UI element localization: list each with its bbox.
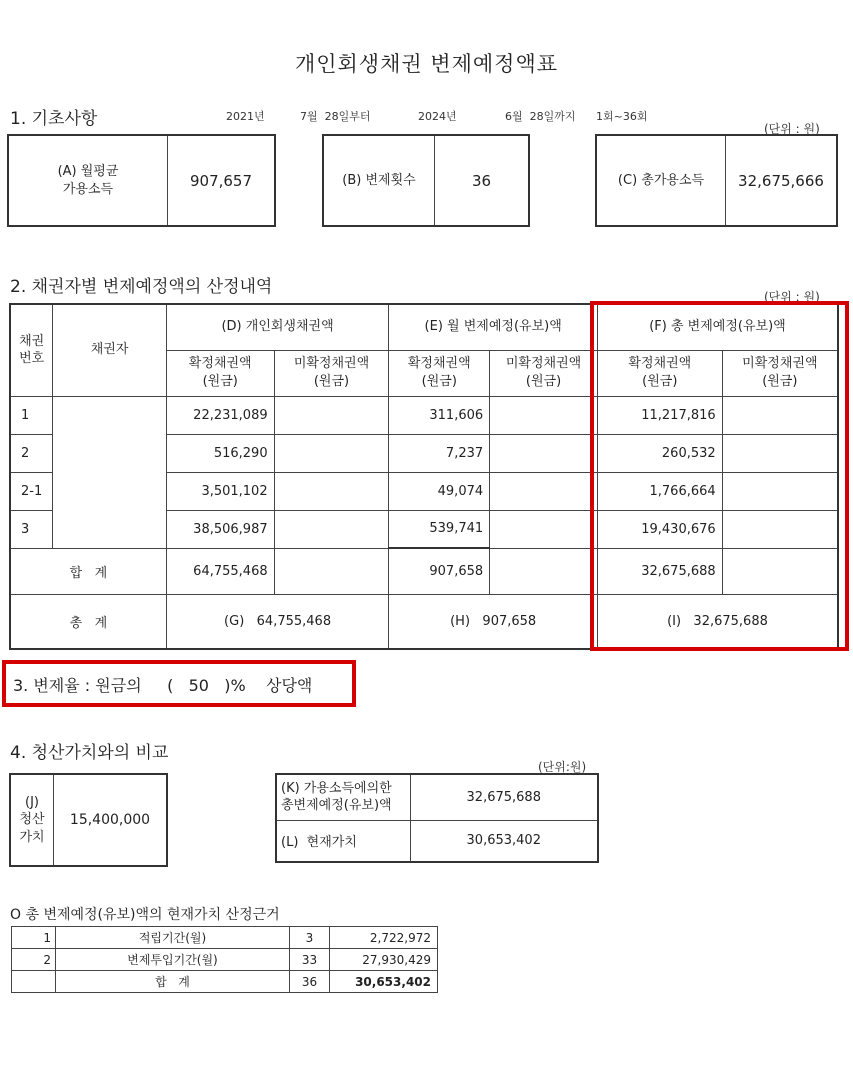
row-d-unconfirmed xyxy=(274,472,389,510)
table-row xyxy=(12,927,438,949)
subtotal-e-unconfirmed xyxy=(490,548,598,594)
section1-heading: 1. 기초사항 xyxy=(10,109,98,129)
rounds: 1회~36회 xyxy=(596,110,648,123)
c-label: (C) 총가용소득 xyxy=(597,136,726,225)
a-value: 907,657 xyxy=(189,171,253,190)
row-d-unconfirmed xyxy=(274,510,389,548)
box-c xyxy=(595,134,838,227)
table-row xyxy=(12,971,438,993)
col-f-header: (F) 총 변제예정(유보)액 xyxy=(597,304,838,350)
a-label: (A) 월평균 가용소득 xyxy=(9,136,168,225)
b-label: (B) 변제횟수 xyxy=(324,136,435,225)
l-value: 30,653,402 xyxy=(410,820,598,862)
period-end-md: 6월 28일까지 xyxy=(505,110,576,123)
repayment-rate: 3. 변제율 : 원금의 ( 50 )% 상당액 xyxy=(13,676,313,695)
total-h: (H) 907,658 xyxy=(389,594,598,649)
basis-months: 33 xyxy=(290,949,330,971)
b-value: 36 xyxy=(471,171,492,190)
subtotal-label: 합 계 xyxy=(10,548,166,594)
total-label: 총 계 xyxy=(10,594,166,649)
col-d-header: (D) 개인회생채권액 xyxy=(166,304,389,350)
row-e: 49,074 xyxy=(389,472,490,510)
creditor-cell xyxy=(53,396,166,548)
section1-unit: (단위 : 원) xyxy=(764,122,820,136)
period-end-year: 2024년 xyxy=(418,110,457,123)
row-e-unconfirmed xyxy=(490,510,598,548)
period-start-year: 2021년 xyxy=(226,110,265,123)
k-label: (K) 가용소득에의한 총변제예정(유보)액 xyxy=(276,774,410,820)
j-value: 15,400,000 xyxy=(69,812,151,828)
c-value: 32,675,666 xyxy=(738,171,824,190)
basis-label: 변제투입기간(월) xyxy=(56,949,290,971)
row-no: 3 xyxy=(10,510,53,548)
col-creditor-header: 채권자 xyxy=(53,304,166,396)
row-e: 539,741 xyxy=(389,510,490,548)
f-unconfirmed-header: 미확정채권액 (원금) xyxy=(722,350,838,396)
box-a xyxy=(7,134,276,227)
d-unconfirmed-header: 미확정채권액 (원금) xyxy=(274,350,389,396)
highlight-column-f xyxy=(590,301,849,651)
basis-value: 2,722,972 xyxy=(330,927,438,949)
row-f: 19,430,676 xyxy=(597,510,722,548)
row-e-unconfirmed xyxy=(490,434,598,472)
total-g: (G) 64,755,468 xyxy=(166,594,389,649)
box-b xyxy=(322,134,530,227)
basis-months: 3 xyxy=(290,927,330,949)
basis-label: 합 계 xyxy=(56,971,290,993)
basis-no: 2 xyxy=(12,949,56,971)
basis-no xyxy=(12,971,56,993)
section5-heading: O 총 변제예정(유보)액의 현재가치 산정근거 xyxy=(10,907,280,923)
subtotal-e: 907,658 xyxy=(389,548,490,594)
row-e: 7,237 xyxy=(389,434,490,472)
basis-value: 27,930,429 xyxy=(330,949,438,971)
row-d: 516,290 xyxy=(166,434,274,472)
row-e: 311,606 xyxy=(389,396,490,434)
f-confirmed-header: 확정채권액 (원금) xyxy=(597,350,722,396)
row-e-unconfirmed xyxy=(490,396,598,434)
row-no: 1 xyxy=(10,396,53,434)
row-d: 3,501,102 xyxy=(166,472,274,510)
present-value-table xyxy=(275,773,599,863)
row-d-unconfirmed xyxy=(274,396,389,434)
row-f: 11,217,816 xyxy=(597,396,722,434)
page-title: 개인회생채권 변제예정액표 xyxy=(294,52,559,76)
basis-no: 1 xyxy=(12,927,56,949)
row-f: 260,532 xyxy=(597,434,722,472)
section2-unit: (단위 : 원) xyxy=(764,290,820,304)
section2-heading: 2. 채권자별 변제예정액의 산정내역 xyxy=(10,277,273,297)
k-value: 32,675,688 xyxy=(410,774,598,820)
table-row xyxy=(12,949,438,971)
section4-unit: (단위:원) xyxy=(538,760,587,774)
col-e-header: (E) 월 변제예정(유보)액 xyxy=(389,304,598,350)
basis-table xyxy=(11,926,438,993)
basis-label: 적립기간(월) xyxy=(56,927,290,949)
d-confirmed-header: 확정채권액 (원금) xyxy=(166,350,274,396)
row-no: 2-1 xyxy=(10,472,53,510)
row-d: 22,231,089 xyxy=(166,396,274,434)
row-no: 2 xyxy=(10,434,53,472)
subtotal-f: 32,675,688 xyxy=(597,548,722,594)
basis-months: 36 xyxy=(290,971,330,993)
total-i: (I) 32,675,688 xyxy=(597,594,838,649)
j-label: (J) 청산 가치 xyxy=(11,775,54,865)
row-f: 1,766,664 xyxy=(597,472,722,510)
row-e-unconfirmed xyxy=(490,472,598,510)
subtotal-d: 64,755,468 xyxy=(166,548,274,594)
col-no-header: 채권 번호 xyxy=(10,304,53,396)
period-start-md: 7월 28일부터 xyxy=(300,110,371,123)
box-j xyxy=(9,773,168,867)
basis-value: 30,653,402 xyxy=(330,971,438,993)
l-label: (L) 현재가치 xyxy=(276,820,410,862)
section4-heading: 4. 청산가치와의 비교 xyxy=(10,743,169,763)
subtotal-d-unconfirmed xyxy=(274,548,389,594)
e-confirmed-header: 확정채권액 (원금) xyxy=(389,350,490,396)
e-unconfirmed-header: 미확정채권액 (원금) xyxy=(490,350,598,396)
row-d-unconfirmed xyxy=(274,434,389,472)
row-d: 38,506,987 xyxy=(166,510,274,548)
